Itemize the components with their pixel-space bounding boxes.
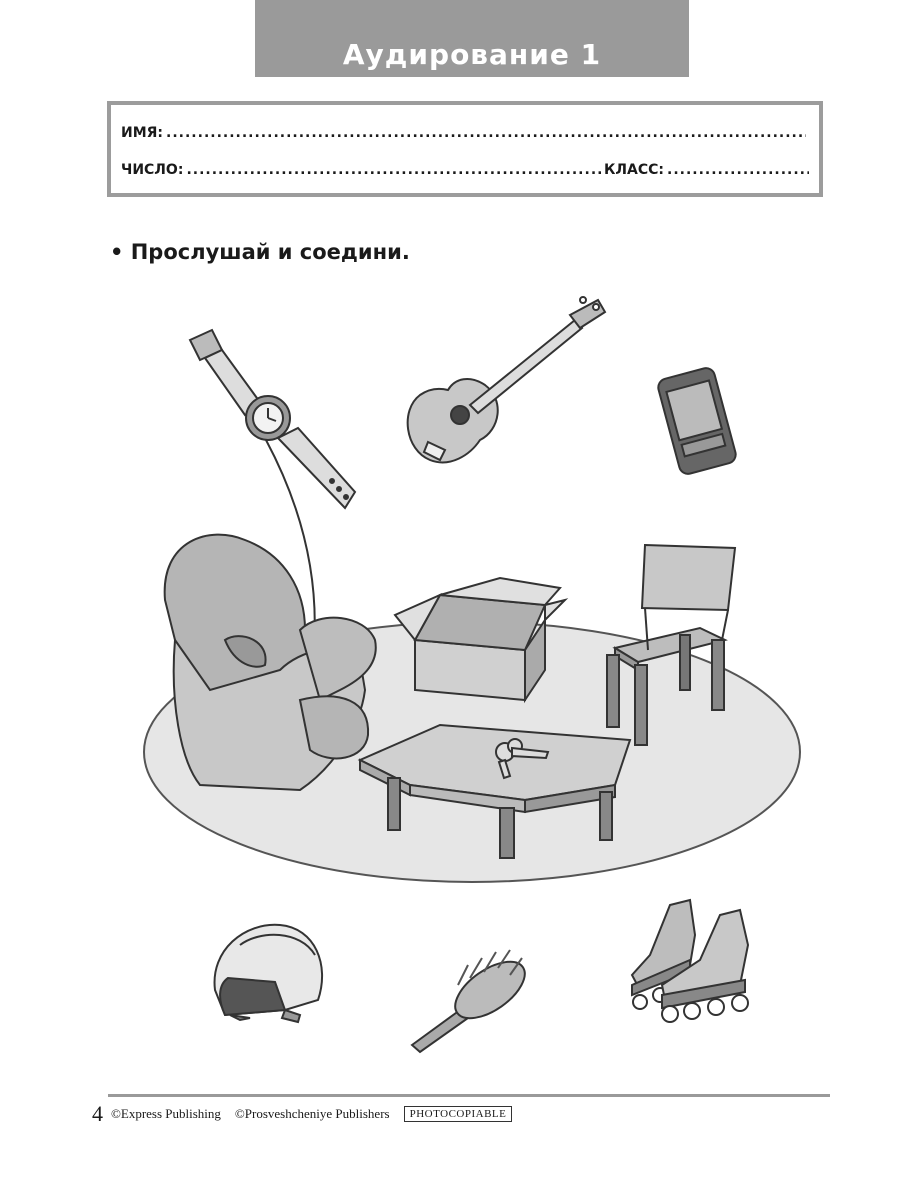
- armchair-icon[interactable]: [165, 535, 376, 790]
- helmet-icon[interactable]: [215, 925, 323, 1022]
- guitar-icon[interactable]: [408, 297, 605, 462]
- phone-icon[interactable]: [656, 366, 737, 476]
- publisher-credit-1: ©Express Publishing: [111, 1106, 221, 1121]
- name-label: ИМЯ:: [121, 125, 164, 141]
- publisher-credit-2: ©Prosveshcheniye Publishers: [234, 1106, 390, 1121]
- footer-divider: [108, 1094, 830, 1097]
- class-label: КЛАСС:: [603, 162, 664, 178]
- photocopiable-badge: PHOTOCOPIABLE: [404, 1106, 513, 1122]
- footer: [92, 1101, 512, 1127]
- page-title: Аудирование 1: [342, 38, 602, 71]
- date-label: ЧИСЛО:: [121, 162, 184, 178]
- roller-skates-icon[interactable]: [632, 900, 748, 1022]
- hairbrush-icon[interactable]: [412, 950, 534, 1052]
- instruction-text: • Прослушай и соедини.: [110, 240, 410, 264]
- watch-icon[interactable]: [190, 330, 355, 508]
- page-number: 4: [92, 1101, 103, 1126]
